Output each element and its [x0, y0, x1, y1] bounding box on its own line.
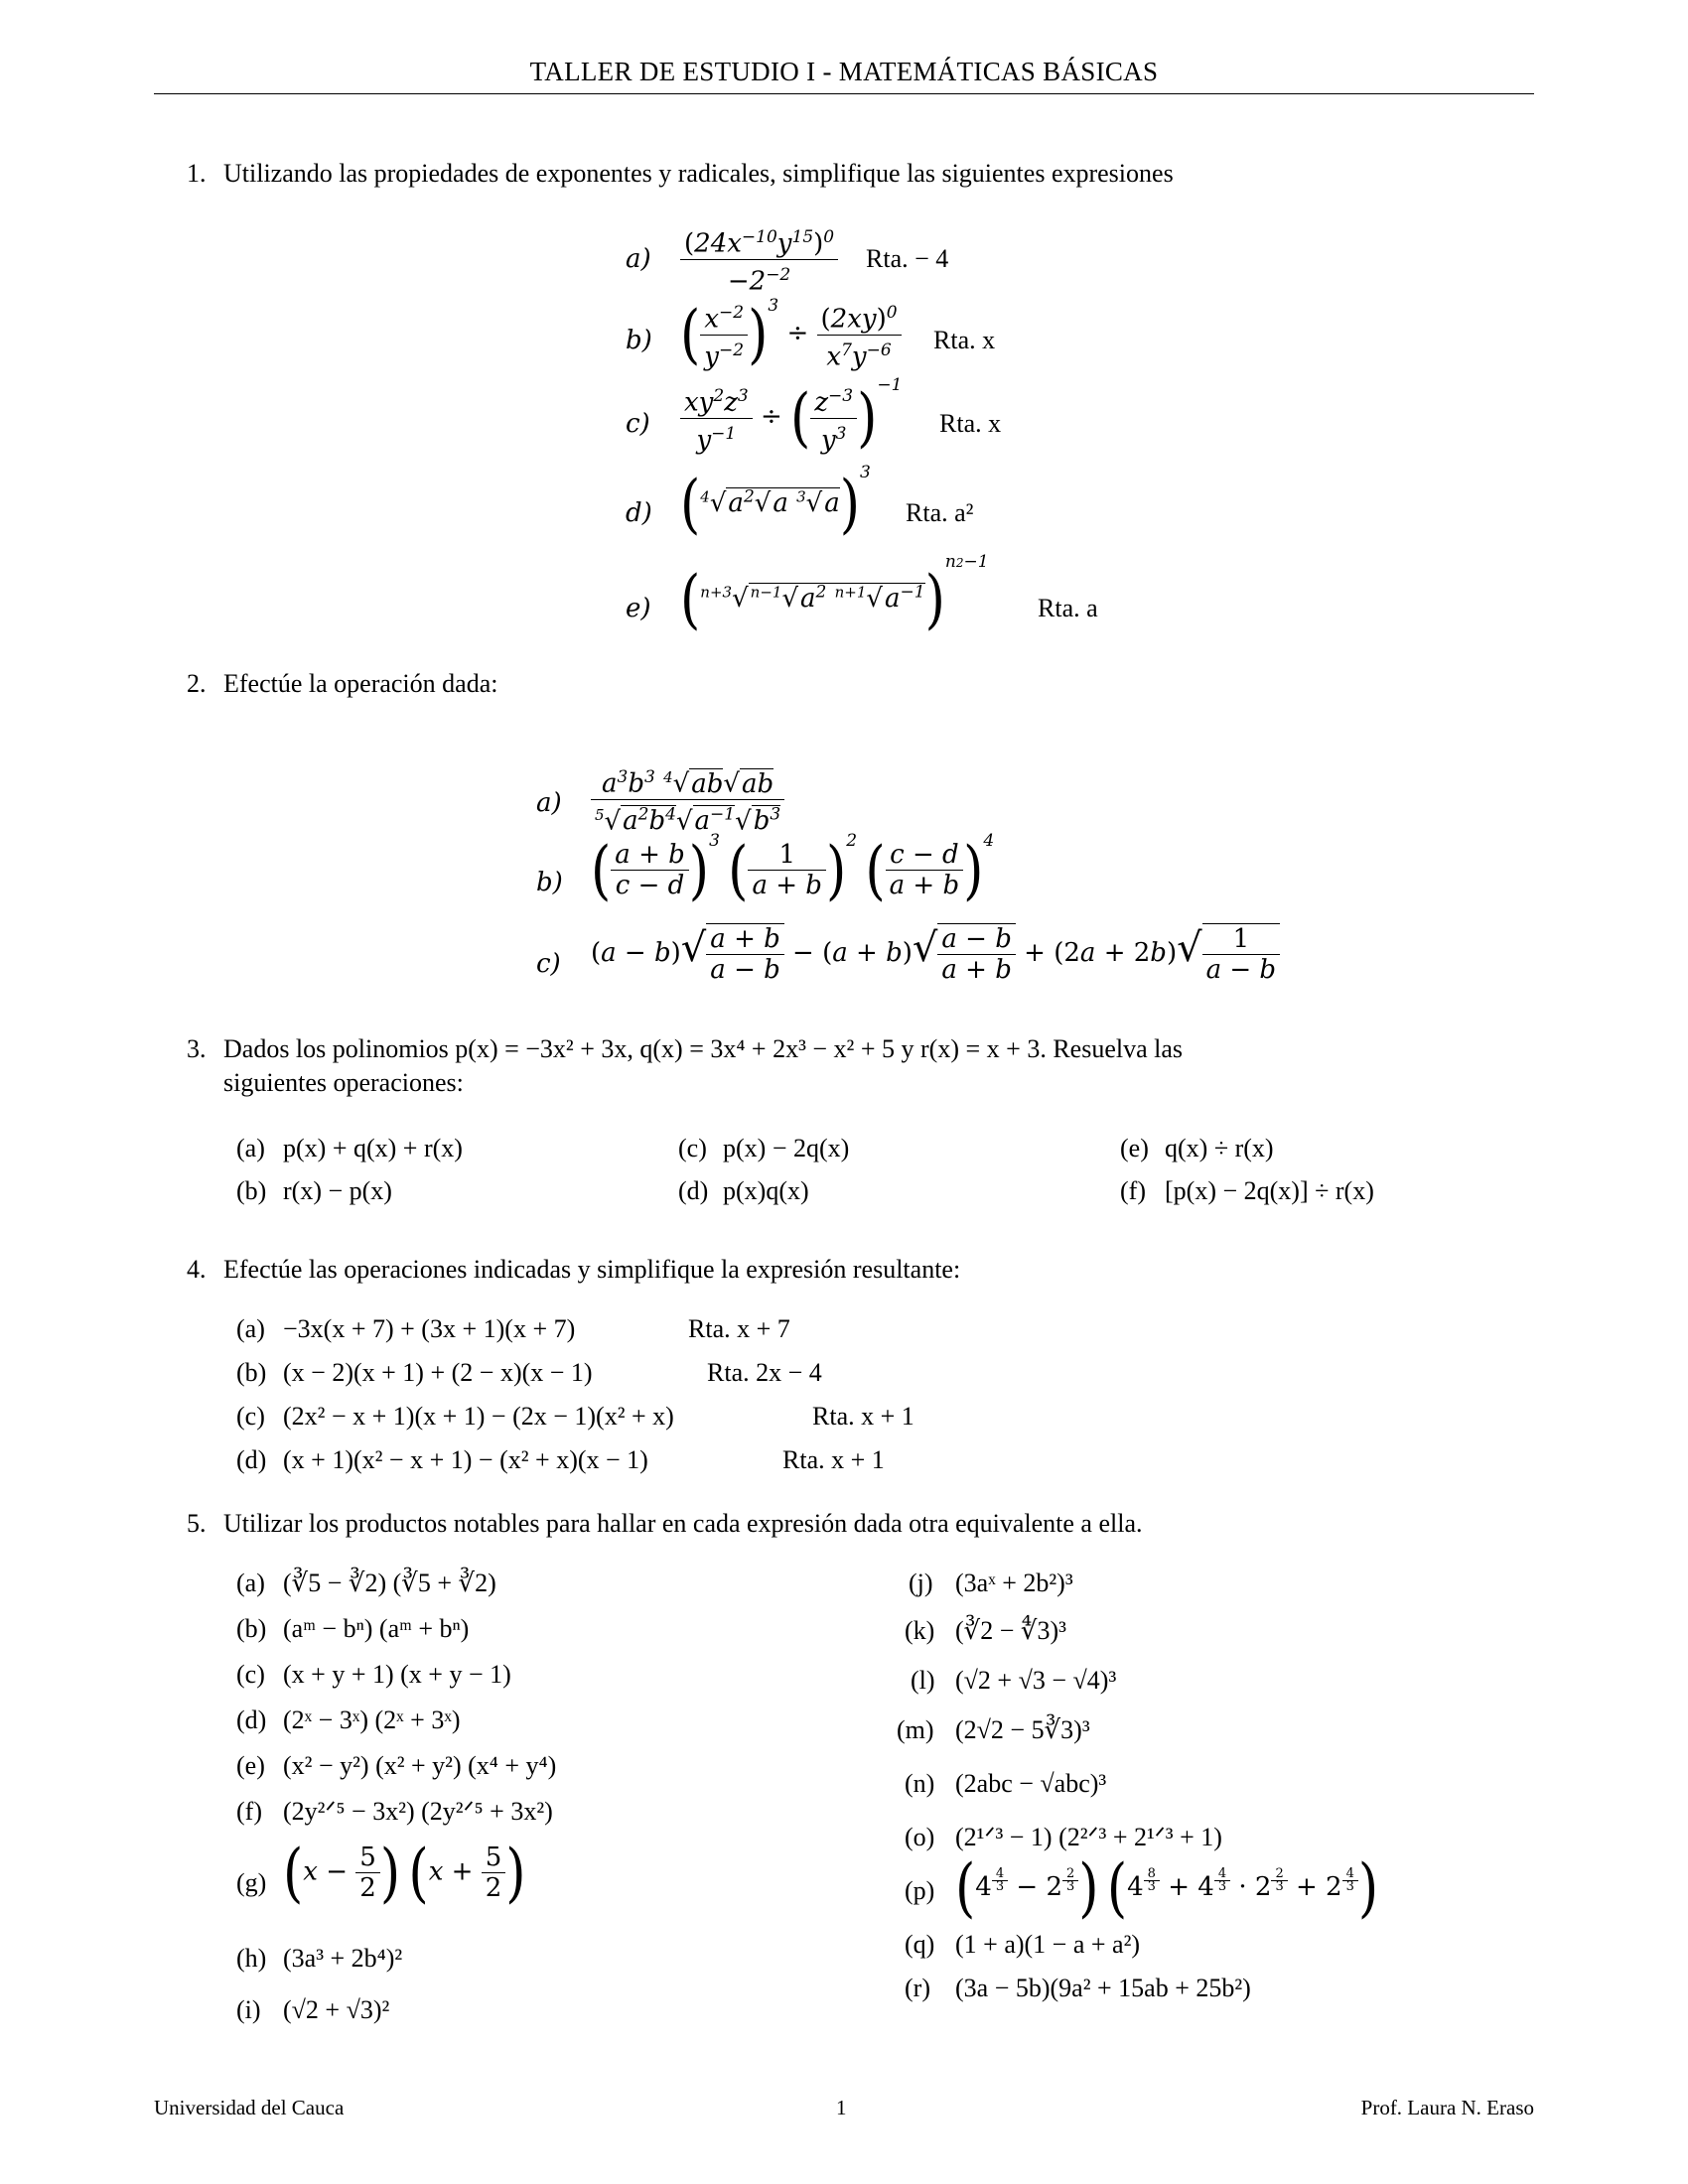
ex1-a-label: a) [626, 244, 651, 274]
ex1-d-expression: ($^4√a^2√a$ $^3$√a)$^3$ [680, 463, 871, 542]
ex1-e-label: e) [626, 594, 651, 623]
ex3-b-label: (b) [236, 1176, 267, 1205]
ex1-b-expression: ( $\frac{x^{-2}}{y^{-2}}$ )$^3$ ÷ $\frac{(2xy)^0}{x^7y^{-6}}$ [680, 298, 902, 371]
ex3-d-label: (d) [678, 1176, 709, 1205]
ex2-b-label: b) [536, 868, 563, 897]
ex2-c-expression: (a − b)√ $\frac{a + b}{a - b}$ − (a + b)√ $\frac{a - b}{a + b}$ + (2a + 2b)√ $\frac{1}{a - b}$ [591, 923, 1280, 985]
ex2-a-expression: $\frac{a^3b^3 ^4√ab√ab}{^5√a^2b^4√a^{-1}√b^3}$ [591, 762, 784, 836]
ex4-b-answer: Rta. 2x − 4 [707, 1358, 822, 1387]
ex2-b-expression: ( $\frac{a + b}{c - d}$ )$^3$ ( $\frac{1}{a + b}$ )$^2$ ( $\frac{c - d}{a + b}$ )$^4$ [591, 830, 995, 907]
ex1-c-answer: Rta. x [939, 409, 1002, 438]
footer-university: Universidad del Cauca [154, 2096, 345, 2119]
ex5-r-expression: (3a − 5b)(9a² + 15ab + 25b²) [955, 1974, 1251, 2002]
ex4-a-expression: −3x(x + 7) + (3x + 1)(x + 7) [283, 1314, 576, 1343]
ex1-c-label: c) [626, 409, 650, 439]
ex5-i-label: (i) [236, 1995, 261, 2024]
ex5-j-expression: (3aˣ + 2b²)³ [955, 1569, 1073, 1597]
ex2-a-label: a) [536, 788, 562, 818]
exercise-2-prompt: Efectúe la operación dada: [223, 669, 498, 698]
ex4-d-label: (d) [236, 1445, 267, 1474]
ex5-a-expression: (∛5 − ∛2) (∛5 + ∛2) [283, 1569, 496, 1597]
ex3-f-label: (f) [1120, 1176, 1146, 1205]
ex3-c-expression: p(x) − 2q(x) [723, 1134, 850, 1162]
ex5-q-expression: (1 + a)(1 − a + a²) [955, 1930, 1141, 1959]
ex1-c-expression: $\frac{xy^2z^3}{y^{-1}}$ ÷ ( $\frac{z^{-3}}{y^3}$ )$^{-1}$ [680, 381, 902, 455]
ex5-b-expression: (aᵐ − bⁿ) (aᵐ + bⁿ) [283, 1614, 470, 1643]
exercise-3-line1: Dados los polinomios p(x) = −3x² + 3x, q(x) = 3x⁴ + 2x³ − x² + 5 y r(x) = x + 3. Resuelva las [223, 1034, 1183, 1063]
ex5-c-label: (c) [236, 1660, 265, 1689]
ex5-e-expression: (x² − y²) (x² + y²) (x⁴ + y⁴) [283, 1751, 557, 1780]
ex4-d-expression: (x + 1)(x² − x + 1) − (x² + x)(x − 1) [283, 1445, 648, 1474]
ex4-c-expression: (2x² − x + 1)(x + 1) − (2x − 1)(x² + x) [283, 1402, 674, 1431]
ex1-d-label: d) [626, 498, 652, 528]
footer-author: Prof. Laura N. Eraso [1360, 2096, 1534, 2119]
ex5-f-label: (f) [236, 1797, 262, 1826]
ex5-e-label: (e) [236, 1751, 265, 1780]
ex5-h-label: (h) [236, 1944, 267, 1973]
ex5-p-label: (p) [905, 1876, 935, 1905]
exercise-2-number: 2. [187, 669, 207, 698]
ex4-a-answer: Rta. x + 7 [688, 1314, 790, 1343]
ex5-g-label: (g) [236, 1868, 267, 1897]
ex4-b-expression: (x − 2)(x + 1) + (2 − x)(x − 1) [283, 1358, 593, 1387]
ex4-c-answer: Rta. x + 1 [812, 1402, 914, 1431]
ex3-d-expression: p(x)q(x) [723, 1176, 809, 1205]
ex5-d-expression: (2ˣ − 3ˣ) (2ˣ + 3ˣ) [283, 1706, 461, 1734]
ex5-i-expression: (√2 + √3)² [283, 1995, 390, 2024]
ex5-k-label: (k) [905, 1616, 935, 1645]
ex5-o-expression: (2¹ᐟ³ − 1) (2²ᐟ³ + 2¹ᐟ³ + 1) [955, 1823, 1222, 1851]
footer-page-number: 1 [836, 2096, 847, 2119]
ex3-a-label: (a) [236, 1134, 265, 1162]
ex1-b-label: b) [626, 326, 652, 355]
page-title: TALLER DE ESTUDIO I - MATEMÁTICAS BÁSICAS [154, 52, 1534, 94]
exercise-3-line2: siguientes operaciones: [223, 1068, 464, 1097]
ex5-n-expression: (2abc − √abc)³ [955, 1769, 1107, 1798]
ex5-m-label: (m) [897, 1715, 934, 1744]
exercise-1-number: 1. [187, 159, 207, 188]
ex5-f-expression: (2y²ᐟ⁵ − 3x²) (2y²ᐟ⁵ + 3x²) [283, 1797, 553, 1826]
ex5-q-label: (q) [905, 1930, 935, 1959]
exercise-3-number: 3. [187, 1034, 207, 1063]
ex4-d-answer: Rta. x + 1 [782, 1445, 885, 1474]
ex5-o-label: (o) [905, 1823, 935, 1851]
exercise-5-prompt: Utilizar los productos notables para hallar en cada expresión dada otra equivalente a ella. [223, 1509, 1143, 1538]
ex5-j-label: (j) [909, 1569, 933, 1597]
exercise-4-prompt: Efectúe las operaciones indicadas y simplifique la expresión resultante: [223, 1255, 961, 1284]
ex5-h-expression: (3a³ + 2b⁴)² [283, 1944, 403, 1973]
ex4-a-label: (a) [236, 1314, 265, 1343]
ex1-b-answer: Rta. x [933, 326, 996, 354]
ex5-c-expression: (x + y + 1) (x + y − 1) [283, 1660, 511, 1689]
ex3-a-expression: p(x) + q(x) + r(x) [283, 1134, 463, 1162]
ex3-c-label: (c) [678, 1134, 707, 1162]
ex1-a-answer: Rta. − 4 [866, 244, 949, 273]
ex1-d-answer: Rta. a² [906, 498, 974, 527]
ex5-r-label: (r) [905, 1974, 930, 2002]
ex5-b-label: (b) [236, 1614, 267, 1643]
exercise-1-prompt: Utilizando las propiedades de exponentes y radicales, simplifique las siguientes expresiones [223, 159, 1174, 188]
ex5-k-expression: (∛2 − ∜3)³ [955, 1616, 1066, 1645]
ex3-b-expression: r(x) − p(x) [283, 1176, 392, 1205]
ex3-e-expression: q(x) ÷ r(x) [1165, 1134, 1274, 1162]
ex1-a-expression: $\frac{(24x^{-10}y^{15})^0}{-2^{-2}}$ [680, 222, 838, 296]
ex5-l-expression: (√2 + √3 − √4)³ [955, 1666, 1117, 1695]
ex5-n-label: (n) [905, 1769, 935, 1798]
ex3-e-label: (e) [1120, 1134, 1149, 1162]
ex4-c-label: (c) [236, 1402, 265, 1431]
ex5-d-label: (d) [236, 1706, 267, 1734]
exercise-5-number: 5. [187, 1509, 207, 1538]
ex5-p-expression: (4 $^{\frac{4}{3}}$ − 2 $^{\frac{2}{3}}$ ) (4 $^{\frac{8}{3}}$ + 4 $^{\frac{4}{3}}$ · 2 $^{\frac{2}{3}}$ + 2 $^{\frac{4}{3}}$ ) [955, 1850, 1379, 1926]
ex5-m-expression: (2√2 − 5∛3)³ [955, 1715, 1090, 1744]
ex2-c-label: c) [536, 949, 561, 979]
ex4-b-label: (b) [236, 1358, 267, 1387]
ex5-l-label: (l) [911, 1666, 935, 1695]
ex5-g-expression: (x − $\frac{5}{2}$ ) (x + $\frac{5}{2}$ ) [283, 1836, 526, 1910]
ex5-a-label: (a) [236, 1569, 265, 1597]
ex3-f-expression: [p(x) − 2q(x)] ÷ r(x) [1165, 1176, 1374, 1205]
ex1-e-expression: ($^{n+3}$√ $^{n-1}√a^2$ $^{n+1}√a^{-1})^{n2-1}$ [680, 552, 989, 637]
ex1-e-answer: Rta. a [1038, 594, 1098, 622]
exercise-4-number: 4. [187, 1255, 207, 1284]
